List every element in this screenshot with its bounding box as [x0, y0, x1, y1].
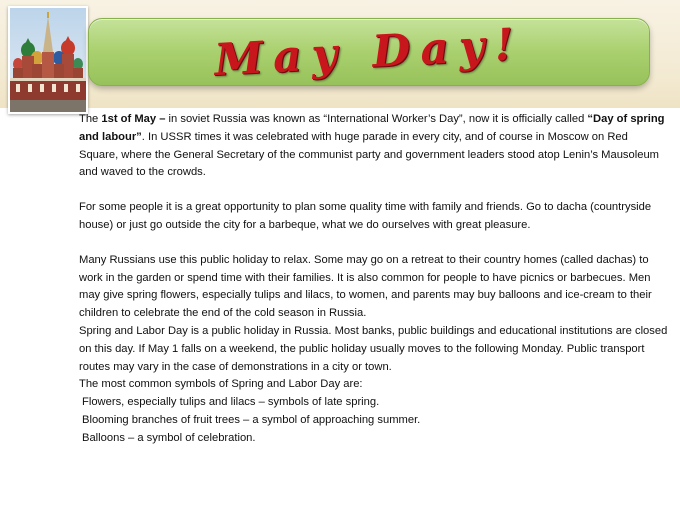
intro-paragraph [79, 111, 669, 182]
intro-text-2: in soviet Russia was known as “International Worker’s Day”, now it is officially called [165, 113, 588, 125]
symbols-heading: The most common symbols of Spring and Labor Day are: [79, 378, 363, 391]
intro-bold-date: 1st of May – [101, 113, 166, 125]
cathedral-photo [8, 6, 88, 114]
title-banner [88, 18, 650, 86]
symbol-item-flowers: Flowers, especially tulips and lilacs – symbols of late spring. [82, 396, 380, 409]
intro-bold-name: “Day of spring and labour” [79, 113, 665, 143]
symbol-item-branches: Blooming branches of fruit trees – a symbol of approaching summer. [82, 413, 421, 426]
article-body [79, 111, 669, 448]
labor-day-paragraph: Spring and Labor Day is a public holiday in Russia. Most banks, public buildings and educational institutions are closed on this day. If May 1 falls on a weekend, the public holiday usually moves to the following Monday. Public transport routes may vary in the case of demonstrations in a city or town. [79, 324, 668, 373]
intro-text-1: The [79, 113, 102, 125]
intro-text-3: . In USSR times it was celebrated with huge parade in every city, and of course in Moscow on Red Square, where the General Secretary of the communist party and government leaders stood atop Lenin’s Mausoleum and waved to the crowds. [79, 130, 660, 179]
symbol-item-balloons: Balloons – a symbol of celebration. [82, 431, 256, 444]
dacha-paragraph: For some people it is a great opportunity to plan some quality time with family and friends. Go to dacha (countryside house) or just go outside the city for a barbeque, what we do ourselves with great pleasure. [79, 201, 652, 231]
page-title: May Day! [213, 18, 525, 87]
holiday-paragraph: Many Russians use this public holiday to relax. Some may go on a retreat to their country homes (called dachas) to work in the garden or spend time with their families. It is also common for people to have picnics or barbecues. Men may give spring flowers, especially tulips and lilacs, to women, and parents may buy balloons and ice-cream to their children to celebrate the end of the cold season in Russia. [79, 253, 652, 320]
